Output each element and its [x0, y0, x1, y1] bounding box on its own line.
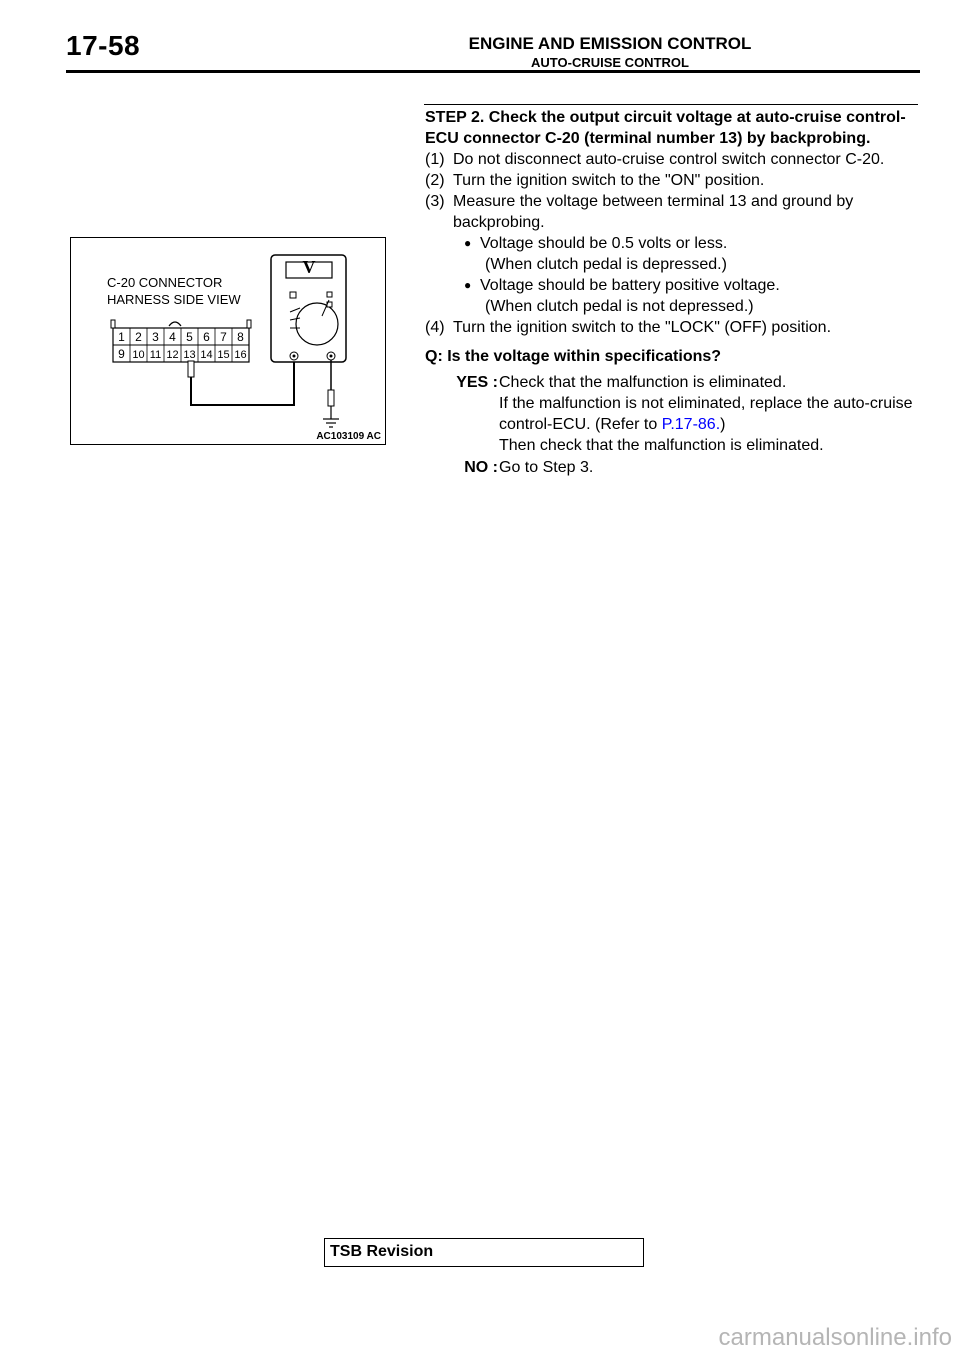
procedure-item	[425, 170, 920, 191]
spec-text: Voltage should be 0.5 volts or less.	[480, 235, 728, 252]
yes-line	[499, 393, 920, 435]
spec-bullet	[464, 275, 920, 296]
item-text: Measure the voltage between terminal 13 and ground by backprobing.	[453, 193, 854, 231]
pin-number: 3	[152, 330, 159, 344]
pin-number: 15	[217, 349, 230, 361]
header-rule	[66, 70, 920, 73]
spec-bullet	[464, 233, 920, 254]
no-body: Go to Step 3.	[499, 459, 594, 476]
pin-number: 7	[220, 330, 227, 344]
pin-number: 2	[135, 330, 142, 344]
connector-label: C-20 CONNECTOR	[107, 275, 223, 290]
section-title: ENGINE AND EMISSION CONTROL	[468, 34, 752, 53]
pin-number: 10	[132, 349, 145, 361]
page-number: 17-58	[66, 30, 141, 61]
step-content	[425, 107, 920, 478]
question: Q: Is the voltage within specifications?	[425, 348, 722, 365]
pin-number: 5	[186, 330, 193, 344]
connector-diagram	[70, 237, 386, 445]
pin-number: 9	[118, 347, 125, 361]
item-text: Turn the ignition switch to the "LOCK" (OFF) position.	[453, 319, 832, 336]
yes-line-text: )	[720, 416, 726, 433]
spec-condition: (When clutch pedal is not depressed.)	[485, 298, 754, 315]
pin-number: 4	[169, 330, 176, 344]
spec-text: Voltage should be battery positive voltage.	[480, 277, 780, 294]
yes-label: YES :	[456, 374, 498, 391]
watermark: carmanualsonline.info	[718, 1324, 952, 1351]
pin-number: 6	[203, 330, 210, 344]
figure-code: AC103109 AC	[316, 431, 381, 442]
item-text: Turn the ignition switch to the "ON" position.	[453, 172, 765, 189]
pin-number: 14	[200, 349, 213, 361]
voltmeter-symbol: V	[302, 257, 316, 277]
step-rule	[424, 104, 918, 105]
item-number: (3)	[425, 193, 445, 210]
pin-number: 8	[237, 330, 244, 344]
item-number: (4)	[425, 319, 445, 336]
yes-line: Then check that the malfunction is eliminated.	[499, 437, 824, 454]
item-number: (2)	[425, 172, 445, 189]
subsection-title: AUTO-CRUISE CONTROL	[531, 55, 689, 70]
pin-number: 13	[183, 349, 196, 361]
diagram-drawing	[71, 238, 387, 446]
no-label: NO :	[464, 459, 498, 476]
reference-link[interactable]: P.17-86.	[661, 416, 721, 433]
view-label: HARNESS SIDE VIEW	[107, 292, 241, 307]
item-text: Do not disconnect auto-cruise control switch connector C-20.	[453, 151, 885, 168]
spec-condition: (When clutch pedal is depressed.)	[485, 256, 727, 273]
yes-line-text: If the malfunction is not eliminated, replace the auto-cruise control-ECU. (Refer to	[499, 395, 913, 433]
procedure-item	[425, 191, 920, 233]
pin-number: 12	[166, 349, 179, 361]
pin-number: 11	[149, 349, 162, 361]
bullet-icon: ●	[464, 236, 472, 250]
tsb-revision-box	[324, 1238, 644, 1267]
pin-number: 16	[234, 349, 247, 361]
procedure-item	[425, 317, 920, 338]
yes-body	[499, 372, 920, 456]
answer-yes	[425, 372, 920, 456]
item-number: (1)	[425, 151, 445, 168]
answer-no	[425, 457, 920, 478]
pin-number: 1	[118, 330, 125, 344]
yes-line: Check that the malfunction is eliminated.	[499, 374, 787, 391]
bullet-icon: ●	[464, 278, 472, 292]
tsb-revision-label: TSB Revision	[330, 1243, 434, 1260]
step-title: STEP 2. Check the output circuit voltage at auto-cruise control-ECU connector C-20 (terminal number 13) by backprobing.	[425, 109, 906, 147]
procedure-item	[425, 149, 920, 170]
